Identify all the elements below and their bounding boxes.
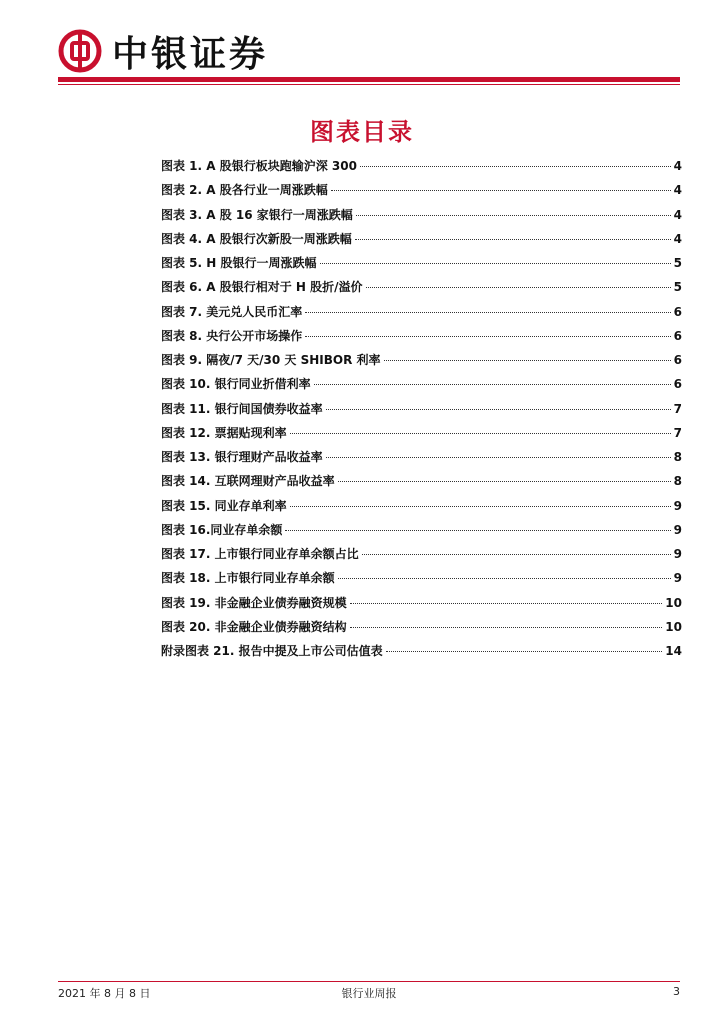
toc-leader-dots: [350, 627, 663, 628]
toc-entry-label[interactable]: 附录图表 21. 报告中提及上市公司估值表: [161, 644, 383, 658]
toc-leader-dots: [355, 239, 671, 240]
toc-list: [161, 157, 682, 666]
toc-entry-page[interactable]: 6: [673, 377, 682, 392]
footer-rule: [58, 981, 680, 982]
toc-entry[interactable]: [161, 327, 682, 351]
toc-entry[interactable]: [161, 594, 682, 618]
toc-entry-page[interactable]: 6: [673, 304, 682, 319]
footer-date: 2021 年 8 月 8 日: [58, 987, 151, 1000]
toc-entry[interactable]: [161, 181, 682, 205]
toc-leader-dots: [386, 651, 663, 652]
toc-entry-page[interactable]: 6: [673, 328, 682, 343]
toc-entry-label[interactable]: 图表 9. 隔夜/7 天/30 天 SHIBOR 利率: [161, 353, 381, 367]
toc-entry[interactable]: [161, 569, 682, 593]
toc-entry[interactable]: [161, 497, 682, 521]
toc-entry[interactable]: [161, 521, 682, 545]
toc-entry-page[interactable]: 7: [673, 401, 682, 416]
toc-entry-page[interactable]: 8: [673, 474, 682, 489]
toc-leader-dots: [305, 312, 670, 313]
toc-entry[interactable]: [161, 303, 682, 327]
toc-leader-dots: [290, 506, 671, 507]
toc-entry-label[interactable]: 图表 10. 银行同业折借利率: [161, 377, 311, 392]
toc-entry-label[interactable]: 图表 15. 同业存单利率: [161, 498, 287, 513]
toc-entry-page[interactable]: 9: [673, 547, 682, 561]
page-header: [58, 26, 268, 76]
toc-entry[interactable]: [161, 642, 682, 666]
toc-entry[interactable]: [161, 206, 682, 230]
toc-entry-page[interactable]: 9: [673, 498, 682, 513]
toc-entry-page[interactable]: 9: [673, 522, 682, 537]
toc-entry-page[interactable]: 7: [673, 425, 682, 440]
toc-leader-dots: [305, 336, 670, 337]
toc-entry-label[interactable]: 图表 19. 非金融企业债券融资规模: [161, 595, 347, 610]
toc-entry-label[interactable]: 图表 3. A 股 16 家银行一周涨跌幅: [161, 207, 353, 222]
toc-entry-label[interactable]: 图表 18. 上市银行同业存单余额: [161, 571, 335, 586]
toc-leader-dots: [326, 409, 671, 410]
toc-entry-label[interactable]: 图表 11. 银行间国债券收益率: [161, 401, 323, 416]
toc-leader-dots: [326, 457, 671, 458]
toc-entry-page[interactable]: 6: [673, 353, 682, 367]
toc-leader-dots: [285, 530, 670, 531]
toc-entry[interactable]: [161, 424, 682, 448]
toc-entry[interactable]: [161, 448, 682, 472]
toc-entry[interactable]: [161, 375, 682, 399]
toc-entry-label[interactable]: 图表 17. 上市银行同业存单余额占比: [161, 547, 359, 561]
toc-entry-page[interactable]: 4: [673, 159, 682, 173]
footer-page-number: 3: [673, 985, 680, 998]
toc-entry-page[interactable]: 5: [673, 280, 682, 295]
toc-entry-label[interactable]: 图表 5. H 股银行一周涨跌幅: [161, 256, 317, 270]
toc-entry-label[interactable]: 图表 20. 非金融企业债券融资结构: [161, 619, 347, 634]
toc-entry[interactable]: [161, 472, 682, 496]
toc-entry-page[interactable]: 8: [673, 450, 682, 464]
toc-entry-label[interactable]: 图表 7. 美元兑人民币汇率: [161, 304, 303, 319]
toc-leader-dots: [338, 578, 671, 579]
toc-entry-label[interactable]: 图表 6. A 股银行相对于 H 股折/溢价: [161, 280, 363, 295]
toc-leader-dots: [384, 360, 671, 361]
page-title: 图表目录: [310, 118, 414, 146]
toc-entry-label[interactable]: 图表 8. 央行公开市场操作: [161, 328, 303, 343]
toc-entry-page[interactable]: 4: [673, 231, 682, 246]
toc-entry[interactable]: [161, 400, 682, 424]
toc-entry-page[interactable]: 10: [665, 619, 682, 634]
toc-leader-dots: [362, 554, 671, 555]
toc-entry-label[interactable]: 图表 16.同业存单余额: [161, 522, 283, 537]
brand-name: 中银证券: [112, 32, 269, 75]
toc-entry-label[interactable]: 图表 14. 互联网理财产品收益率: [161, 474, 335, 489]
toc-entry-page[interactable]: 14: [665, 644, 682, 658]
toc-leader-dots: [290, 433, 671, 434]
toc-entry[interactable]: [161, 254, 682, 278]
toc-entry-label[interactable]: 图表 2. A 股各行业一周涨跌幅: [161, 183, 328, 198]
toc-entry-page[interactable]: 9: [673, 571, 682, 586]
toc-entry[interactable]: [161, 278, 682, 302]
toc-entry-page[interactable]: 4: [673, 207, 682, 222]
toc-entry[interactable]: [161, 618, 682, 642]
toc-leader-dots: [356, 215, 671, 216]
toc-leader-dots: [350, 603, 663, 604]
toc-leader-dots: [366, 287, 671, 288]
footer-report-type: 银行业周报: [341, 987, 397, 1000]
toc-leader-dots: [360, 166, 671, 167]
toc-entry-page[interactable]: 10: [665, 595, 682, 610]
toc-entry-label[interactable]: 图表 12. 票据贴现利率: [161, 425, 287, 440]
toc-leader-dots: [331, 190, 671, 191]
toc-entry-label[interactable]: 图表 4. A 股银行次新股一周涨跌幅: [161, 231, 352, 246]
toc-leader-dots: [320, 263, 671, 264]
toc-entry-label[interactable]: 图表 1. A 股银行板块跑输沪深 300: [161, 159, 357, 173]
toc-entry-label[interactable]: 图表 13. 银行理财产品收益率: [161, 450, 323, 464]
toc-entry[interactable]: [161, 230, 682, 254]
toc-entry-page[interactable]: 4: [673, 183, 682, 198]
toc-entry-page[interactable]: 5: [673, 256, 682, 270]
header-rule: [58, 77, 680, 82]
toc-leader-dots: [338, 481, 671, 482]
toc-entry[interactable]: [161, 157, 682, 181]
header-rule-thin: [58, 84, 680, 85]
toc-leader-dots: [314, 384, 671, 385]
bank-of-china-logo-icon: [58, 29, 102, 73]
toc-entry[interactable]: [161, 545, 682, 569]
toc-entry[interactable]: [161, 351, 682, 375]
